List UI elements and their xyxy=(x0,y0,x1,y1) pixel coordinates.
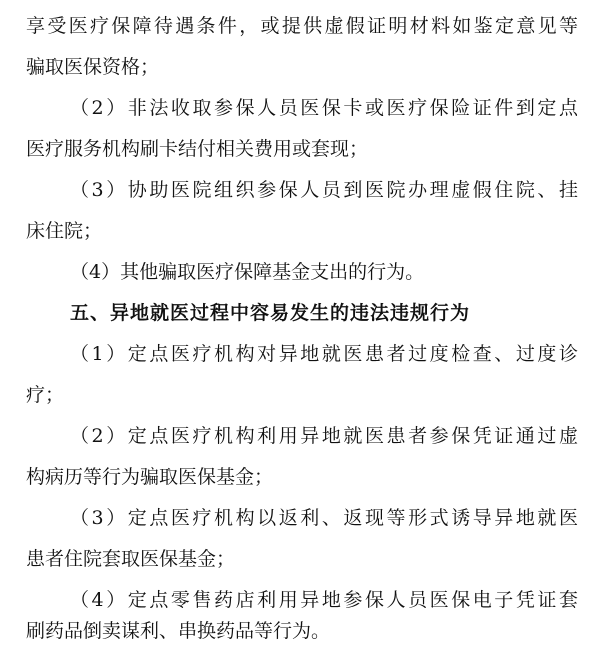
paragraph-line: 医疗服务机构刷卡结付相关费用或套现； xyxy=(26,138,369,160)
list-item-line: （1）定点医疗机构对异地就医患者过度检查、过度诊 xyxy=(70,343,578,365)
paragraph-line: 疗； xyxy=(26,384,65,406)
paragraph-line: 享受医疗保障待遇条件，或提供虚假证明材料如鉴定意见等 xyxy=(26,15,578,37)
section-heading: 五、异地就医过程中容易发生的违法违规行为 xyxy=(70,302,471,324)
paragraph-line: 刷药品倒卖谋利、串换药品等行为。 xyxy=(26,620,331,642)
list-item-line: （2）非法收取参保人员医保卡或医疗保险证件到定点 xyxy=(70,97,578,119)
list-item-line: （4）其他骗取医疗保障基金支出的行为。 xyxy=(70,261,425,283)
paragraph-line: 患者住院套取医保基金； xyxy=(26,548,236,570)
list-item-line: （3）定点医疗机构以返利、返现等形式诱导异地就医 xyxy=(70,507,578,529)
paragraph-line: 床住院； xyxy=(26,220,103,242)
paragraph-line: 骗取医保资格； xyxy=(26,56,160,78)
list-item-line: （4）定点零售药店利用异地参保人员医保电子凭证套 xyxy=(70,589,578,611)
list-item-line: （2）定点医疗机构利用异地就医患者参保凭证通过虚 xyxy=(70,425,578,447)
paragraph-line: 构病历等行为骗取医保基金； xyxy=(26,466,274,488)
list-item-line: （3）协助医院组织参保人员到医院办理虚假住院、挂 xyxy=(70,179,578,201)
